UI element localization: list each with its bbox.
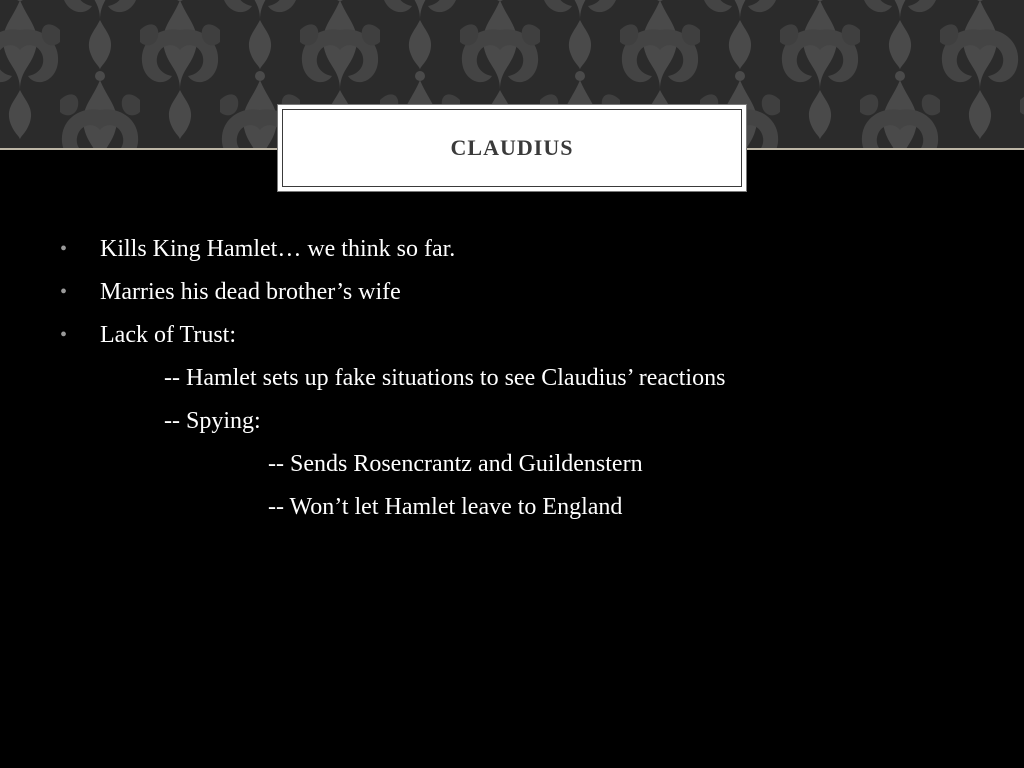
bullet-text: Marries his dead brother’s wife [100, 279, 401, 305]
bullet-list [0, 228, 1024, 529]
title-box-inner-border [282, 109, 742, 187]
list-item [0, 271, 1024, 314]
list-item [0, 314, 1024, 357]
sub-sub-line-text: -- Won’t let Hamlet leave to England [268, 494, 623, 520]
sub-line-text: -- Hamlet sets up fake situations to see Claudius’ reactions [164, 365, 726, 391]
sub-list-item [0, 357, 1024, 400]
title-box [277, 104, 747, 192]
bullet-dot-icon: • [60, 238, 68, 260]
sub-sub-list-item [0, 486, 1024, 529]
sub-list-item [0, 400, 1024, 443]
bullet-text: Kills King Hamlet… we think so far. [100, 236, 456, 262]
sub-line-text: -- Spying: [164, 408, 261, 434]
bullet-dot-icon: • [60, 324, 68, 346]
bullet-text: Lack of Trust: [100, 322, 237, 348]
sub-sub-list-item [0, 443, 1024, 486]
list-item [0, 228, 1024, 271]
slide-title: CLAUDIUS [450, 135, 574, 160]
bullet-dot-icon: • [60, 281, 68, 303]
sub-sub-line-text: -- Sends Rosencrantz and Guildenstern [268, 451, 643, 477]
